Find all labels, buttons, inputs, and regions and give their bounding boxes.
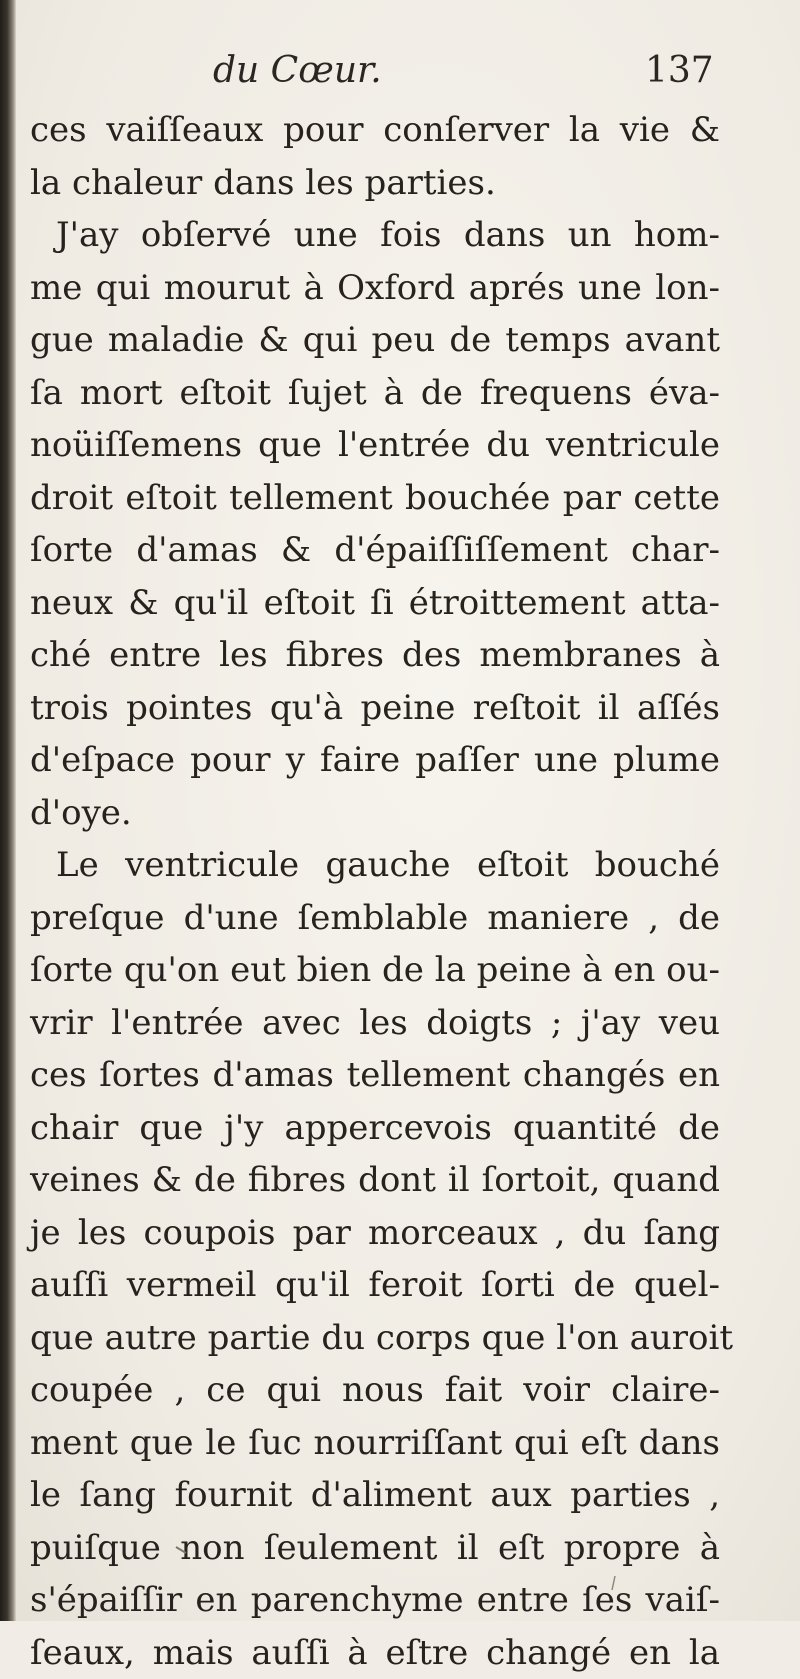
text-line: vrir l'entrée avec les doigts ; j'ay veu bbox=[30, 997, 720, 1050]
text-line: chair que j'y appercevois quantité de bbox=[30, 1102, 720, 1155]
text-line: d'oye. bbox=[30, 787, 720, 840]
text-line: ment que le ſuc nourriſſant qui eſt dans bbox=[30, 1417, 720, 1470]
text-line: ces vaiſſeaux pour conſerver la vie & bbox=[30, 104, 720, 157]
running-title: du Cœur. bbox=[213, 50, 382, 91]
text-line: ſa mort eſtoit ſujet à de frequens éva- bbox=[30, 367, 720, 420]
text-line: puiſque non ſeulement il eſt propre à bbox=[30, 1522, 720, 1575]
text-line: ſeaux, mais auſſi à eſtre changé en la bbox=[30, 1627, 720, 1679]
text-line: la chaleur dans les parties. bbox=[30, 157, 720, 210]
text-line: gue maladie & qui peu de temps avant bbox=[30, 314, 720, 367]
text-line: s'épaiſſir en parenchyme entre ſes vaiſ- bbox=[30, 1574, 720, 1627]
text-line: que autre partie du corps que l'on auroit bbox=[30, 1312, 720, 1365]
text-line: J'ay obſervé une fois dans un hom- bbox=[30, 209, 720, 262]
text-line: trois pointes qu'à peine reſtoit il aſſés bbox=[30, 682, 720, 735]
text-line: ces ſortes d'amas tellement changés en bbox=[30, 1049, 720, 1102]
text-line: auſſi vermeil qu'il feroit ſorti de quel- bbox=[30, 1259, 720, 1312]
text-line: me qui mourut à Oxford aprés une lon- bbox=[30, 262, 720, 315]
text-line: veines & de fibres dont il ſortoit, quand bbox=[30, 1154, 720, 1207]
text-line: ché entre les fibres des membranes à bbox=[30, 629, 720, 682]
text-line: Le ventricule gauche eſtoit bouché bbox=[30, 839, 720, 892]
text-line: neux & qu'il eſtoit ſi étroittement atta- bbox=[30, 577, 720, 630]
text-line: preſque d'une ſemblable maniere , de bbox=[30, 892, 720, 945]
text-line: ſorte d'amas & d'épaiſſiſſement char- bbox=[30, 524, 720, 577]
page-number: 137 bbox=[645, 50, 714, 91]
text-line: je les coupois par morceaux , du ſang bbox=[30, 1207, 720, 1260]
ink-speck bbox=[176, 1547, 186, 1553]
text-line: le ſang fournit d'aliment aux parties , bbox=[30, 1469, 720, 1522]
text-line: coupée , ce qui nous fait voir claire- bbox=[30, 1364, 720, 1417]
text-line: noüiſſemens que l'entrée du ventricule bbox=[30, 419, 720, 472]
text-line: d'eſpace pour y faire paſſer une plume bbox=[30, 734, 720, 787]
text-line: ſorte qu'on eut bien de la peine à en ou- bbox=[30, 944, 720, 997]
ink-speck bbox=[612, 1576, 615, 1590]
text-line: droit eſtoit tellement bouchée par cette bbox=[30, 472, 720, 525]
